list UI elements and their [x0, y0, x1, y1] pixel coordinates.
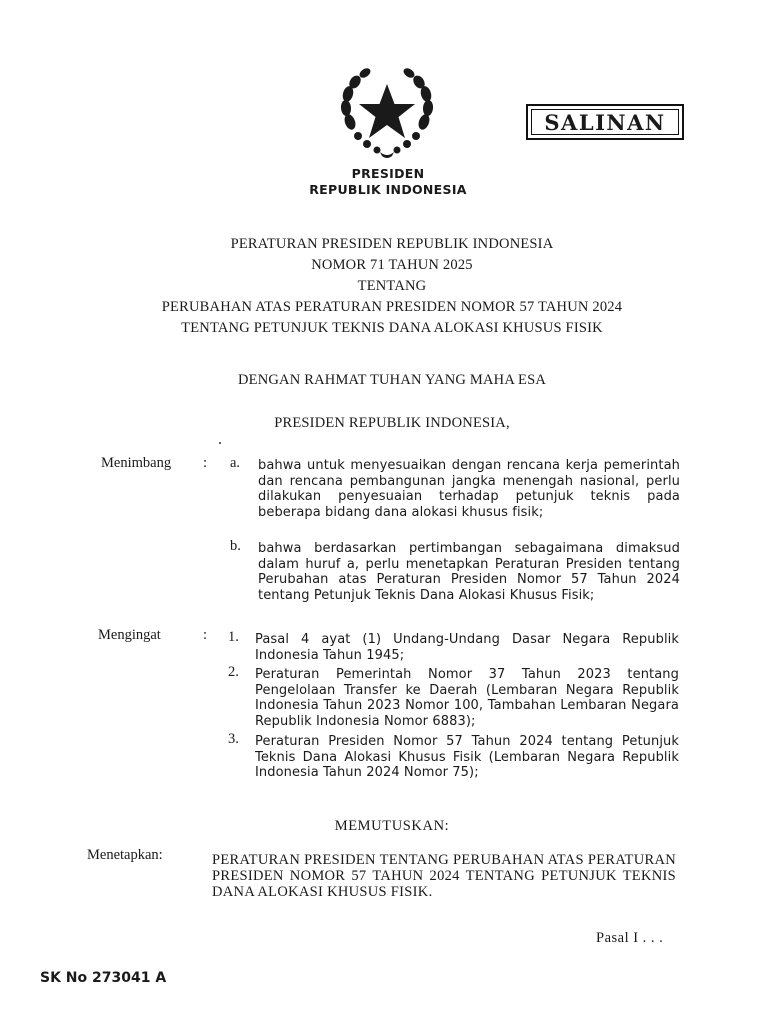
- star-emblem-icon: [336, 64, 438, 160]
- mengingat-item-1: Pasal 4 ayat (1) Undang-Undang Dasar Negara Republik Indonesia Tahun 1945;: [255, 632, 679, 663]
- menimbang-marker-a: a.: [230, 455, 241, 471]
- scan-dot: [219, 442, 221, 444]
- invocation: DENGAN RAHMAT TUHAN YANG MAHA ESA: [237, 372, 547, 388]
- title-line-2: NOMOR 71 TAHUN 2025: [311, 257, 473, 273]
- menimbang-marker-b: b.: [230, 538, 241, 554]
- title-line-5: TENTANG PETUNJUK TEKNIS DANA ALOKASI KHUSUS FISIK: [181, 320, 603, 336]
- menetapkan-label: Menetapkan:: [87, 847, 163, 863]
- title-line-1: PERATURAN PRESIDEN REPUBLIK INDONESIA: [230, 236, 554, 252]
- next-page-indicator: Pasal I . . .: [596, 930, 664, 946]
- regulation-title: [80, 234, 704, 339]
- emblem-line-president: PRESIDEN: [351, 166, 425, 181]
- mengingat-colon: :: [203, 627, 208, 643]
- document-serial-code: SK No 273041 A: [40, 970, 167, 986]
- mengingat-marker-1: 1.: [228, 629, 239, 645]
- salinan-stamp: [526, 104, 684, 140]
- menimbang-item-b: bahwa berdasarkan pertimbangan sebagaimana dimaksud dalam huruf a, perlu menetapkan Peraturan Presiden tentang Perubahan atas Peraturan Presiden Nomor 57 Tahun 2024 tentang Petunjuk Teknis Dana Alokasi Khusus Fisik;: [258, 541, 680, 603]
- mengingat-marker-2: 2.: [228, 664, 239, 680]
- menimbang-colon: :: [203, 455, 208, 471]
- menimbang-label: Menimbang: [101, 455, 172, 471]
- emblem-caption: [290, 166, 486, 198]
- emblem-line-republic: REPUBLIK INDONESIA: [309, 182, 467, 197]
- president-heading: PRESIDEN REPUBLIK INDONESIA,: [274, 415, 510, 431]
- mengingat-item-3: Peraturan Presiden Nomor 57 Tahun 2024 tentang Petunjuk Teknis Dana Alokasi Khusus Fisik (Lembaran Negara Republik Indonesia Tahun 2024 Nomor 75);: [255, 734, 679, 781]
- menetapkan-text: PERATURAN PRESIDEN TENTANG PERUBAHAN ATAS PERATURAN PRESIDEN NOMOR 57 TAHUN 2024 TENTANG PETUNJUK TEKNIS DANA ALOKASI KHUSUS FISIK.: [212, 852, 676, 900]
- memutuskan-heading: MEMUTUSKAN:: [334, 818, 450, 834]
- title-line-4: PERUBAHAN ATAS PERATURAN PRESIDEN NOMOR 57 TAHUN 2024: [161, 299, 623, 315]
- mengingat-label: Mengingat: [98, 627, 161, 643]
- mengingat-marker-3: 3.: [228, 731, 239, 747]
- stamp-text: SALINAN: [531, 109, 679, 135]
- title-line-3: TENTANG: [357, 278, 427, 294]
- menimbang-item-a: bahwa untuk menyesuaikan dengan rencana kerja pemerintah dan rencana pembangunan jangka menengah nasional, perlu dilakukan penyesuaian terhadap petunjuk teknis pada beberapa bidang dana alokasi khusus fisik;: [258, 458, 680, 520]
- mengingat-item-2: Peraturan Pemerintah Nomor 37 Tahun 2023 tentang Pengelolaan Transfer ke Daerah (Lembaran Negara Republik Indonesia Tahun 2023 Nomor 100, Tambahan Lembaran Negara Republik Indonesia Nomor 6883);: [255, 667, 679, 729]
